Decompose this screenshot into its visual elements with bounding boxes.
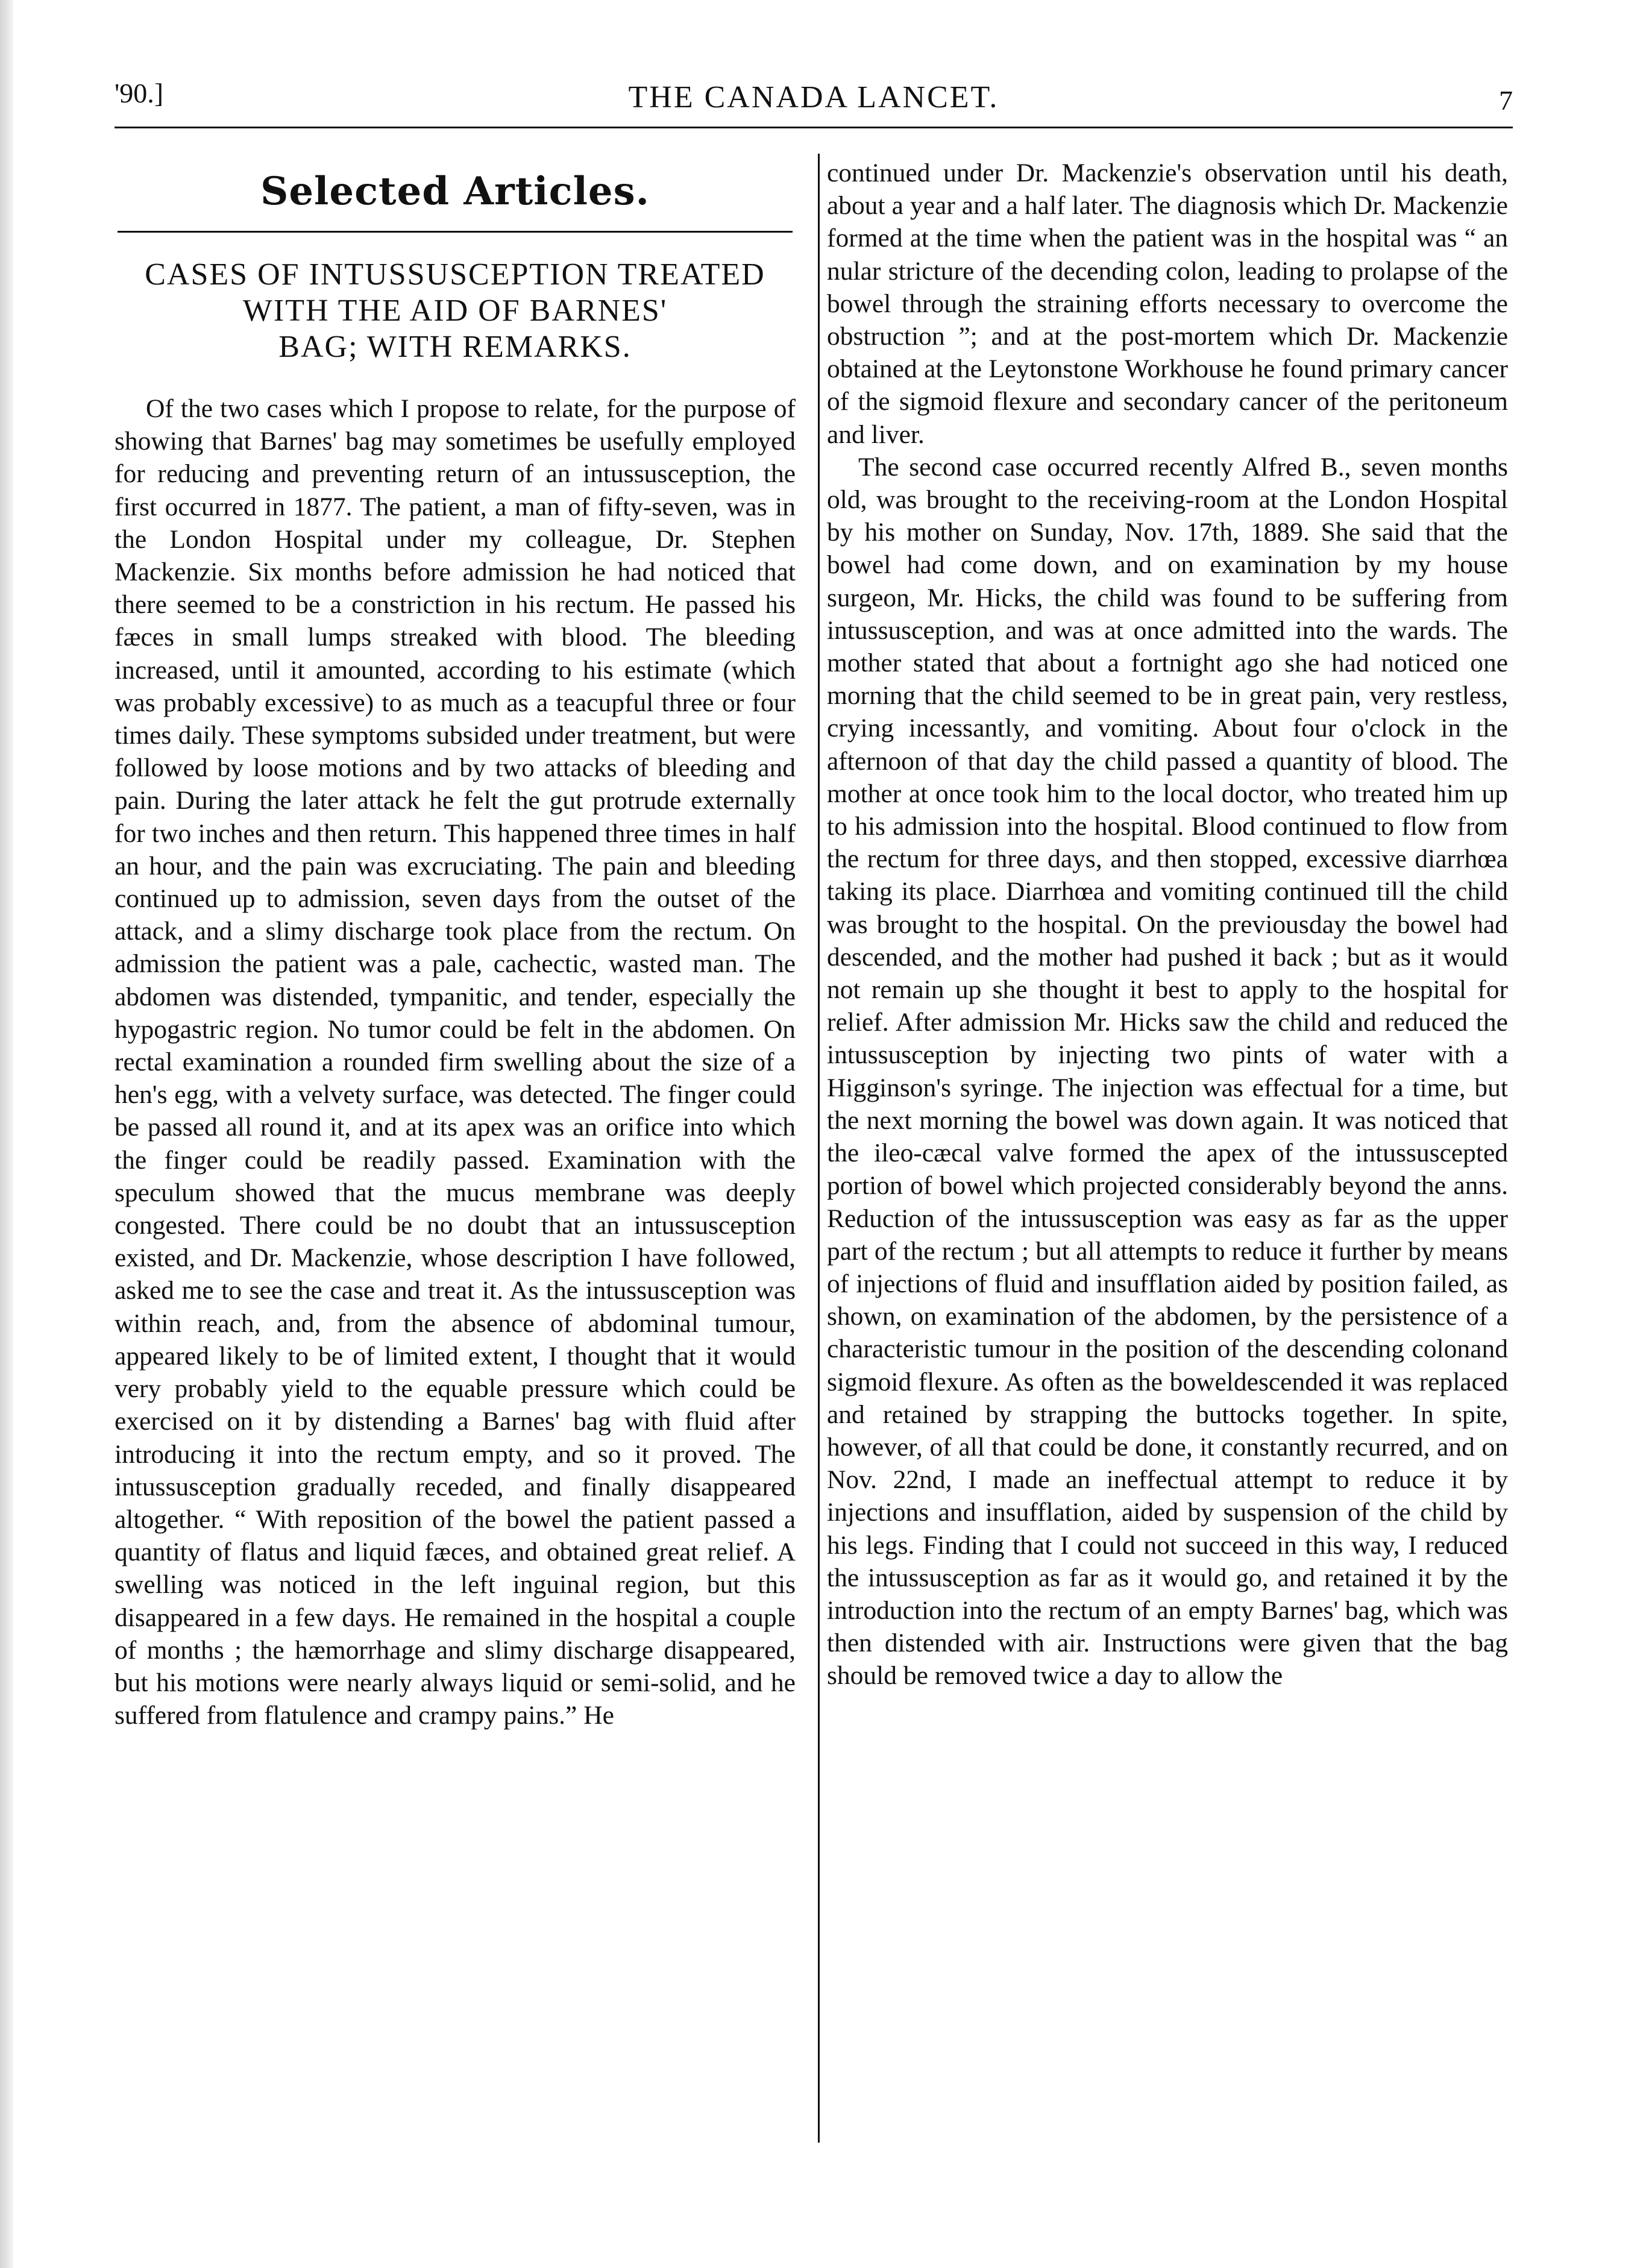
- article-title-line: WITH THE AID OF BARNES': [242, 294, 668, 328]
- column-divider: [818, 154, 820, 2143]
- left-column-text: [115, 392, 796, 1732]
- section-title: Selected Articles.: [260, 169, 650, 214]
- journal-title: THE CANADA LANCET.: [628, 80, 999, 115]
- article-title: [115, 257, 796, 365]
- section-rule: [118, 231, 793, 233]
- right-column-text: [827, 157, 1508, 1692]
- page-binding-edge: [0, 0, 13, 2268]
- page-number: 7: [1499, 85, 1513, 116]
- article-title-line: CASES OF INTUSSUSCEPTION TREATED: [145, 257, 765, 292]
- body-paragraph: Of the two cases which I propose to relate, for the purpose of showing that Barnes' bag may sometimes be usefully employed for reducing and preventing return of an intussusception, the first occurred in 1877. The patient, a man of fifty-seven, was in the London Hospital under my colleague, Dr. Stephen Mackenzie. Six months before admission he had noticed that there seemed to be a constriction in his rectum. He passed his fæces in small lumps streaked with blood. The bleeding increased, until it amounted, according to his estimate (which was probably excessive) to as much as a teacupful three or four times daily. These symptoms subsided under treatment, but were followed by loose motions and by two attacks of bleeding and pain. During the later attack he felt the gut protrude externally for two inches and then return. This happened three times in half an hour, and the pain was excruciating. The pain and bleeding continued up to admission, seven days from the outset of the attack, and a slimy discharge took place from the rectum. On admission the patient was a pale, cachectic, wasted man. The abdomen was distended, tympanitic, and tender, especially the hypogastric region. No tumor could be felt in the abdomen. On rectal examination a rounded firm swelling about the size of a hen's egg, with a velvety surface, was detected. The finger could be passed all round it, and at its apex was an orifice into which the finger could be readily passed. Examination with the speculum showed that the mucus membrane was deeply congested. There could be no doubt that an intussusception existed, and Dr. Mackenzie, whose description I have followed, asked me to see the case and treat it. As the intussusception was within reach, and, from the absence of abdominal tumour, appeared likely to be of limited extent, I thought that it would very probably yield to the equable pressure which could be exercised on it by distending a Barnes' bag with fluid after introducing it into the rectum empty, and so it proved. The intussusception gradually receded, and finally disappeared altogether. “ With reposition of the bowel the patient passed a quantity of flatus and liquid fæces, and obtained great relief. A swelling was noticed in the left inguinal region, but this disappeared in a few days. He remained in the hospital a couple of months ; the hæmorrhage and slimy discharge disappeared, but his motions were nearly always liquid or semi-solid, and he suffered from flatulence and crampy pains.” He: [115, 394, 796, 1730]
- body-paragraph: The second case occurred recently Alfred B., seven months old, was brought to the receiving-room at the London Hospital by his mother on Sunday, Nov. 17th, 1889. She said that the bowel had come down, and on examination by my house surgeon, Mr. Hicks, the child was found to be suffering from intussusception, and was at once admitted into the wards. The mother stated that about a fortnight ago she had noticed one morning that the child seemed to be in great pain, very restless, crying incessantly, and vomiting. About four o'clock in the afternoon of that day the child passed a quantity of blood. The mother at once took him to the local doctor, who treated him up to his admission into the hospital. Blood continued to flow from the rectum for three days, and then stopped, excessive diarrhœa taking its place. Diarrhœa and vomiting continued till the child was brought to the hospital. On the previousday the bowel had descended, and the mother had pushed it back ; but as it would not remain up she thought it best to apply to the hospital for relief. After admission Mr. Hicks saw the child and reduced the intussusception by injecting two pints of water with a Higginson's syringe. The injection was effectual for a time, but the next morning the bowel was down again. It was noticed that the ileo-cæcal valve formed the apex of the intussuscepted portion of bowel which projected considerably beyond the anns. Reduction of the intussusception was easy as far as the upper part of the rectum ; but all attempts to reduce it further by means of injections of fluid and insufflation aided by position failed, as shown, on examination of the abdomen, by the persistence of a characteristic tumour in the position of the descending colonand sigmoid flexure. As often as the boweldescended it was replaced and retained by strapping the buttocks together. In spite, however, of all that could be done, it constantly recurred, and on Nov. 22nd, I made an ineffectual attempt to reduce it by injections and insufflation, aided by suspension of the child by his legs. Finding that I could not succeed in this way, I reduced the intussusception as far as it would go, and retained it by the introduction into the rectum of an empty Barnes' bag, which was then distended with air. Instructions were given that the bag should be removed twice a day to allow the: [827, 452, 1508, 1691]
- header-rule: [115, 127, 1513, 128]
- header-year: '90.]: [115, 78, 164, 108]
- body-paragraph: continued under Dr. Mackenzie's observation until his death, about a year and a half later. The diagnosis which Dr. Mackenzie formed at the time when the patient was in the hospital was “ an nular stricture of the decending colon, leading to prolapse of the bowel through the straining efforts necessary to overcome the obstruction ”; and at the post-mortem which Dr. Mackenzie obtained at the Leytonstone Workhouse he found primary cancer of the sigmoid flexure and secondary cancer of the peritoneum and liver.: [827, 159, 1508, 449]
- running-header: [115, 77, 1513, 137]
- right-column: [827, 157, 1508, 1692]
- article-title-line: BAG; WITH REMARKS.: [278, 330, 632, 364]
- left-column: [115, 157, 796, 1732]
